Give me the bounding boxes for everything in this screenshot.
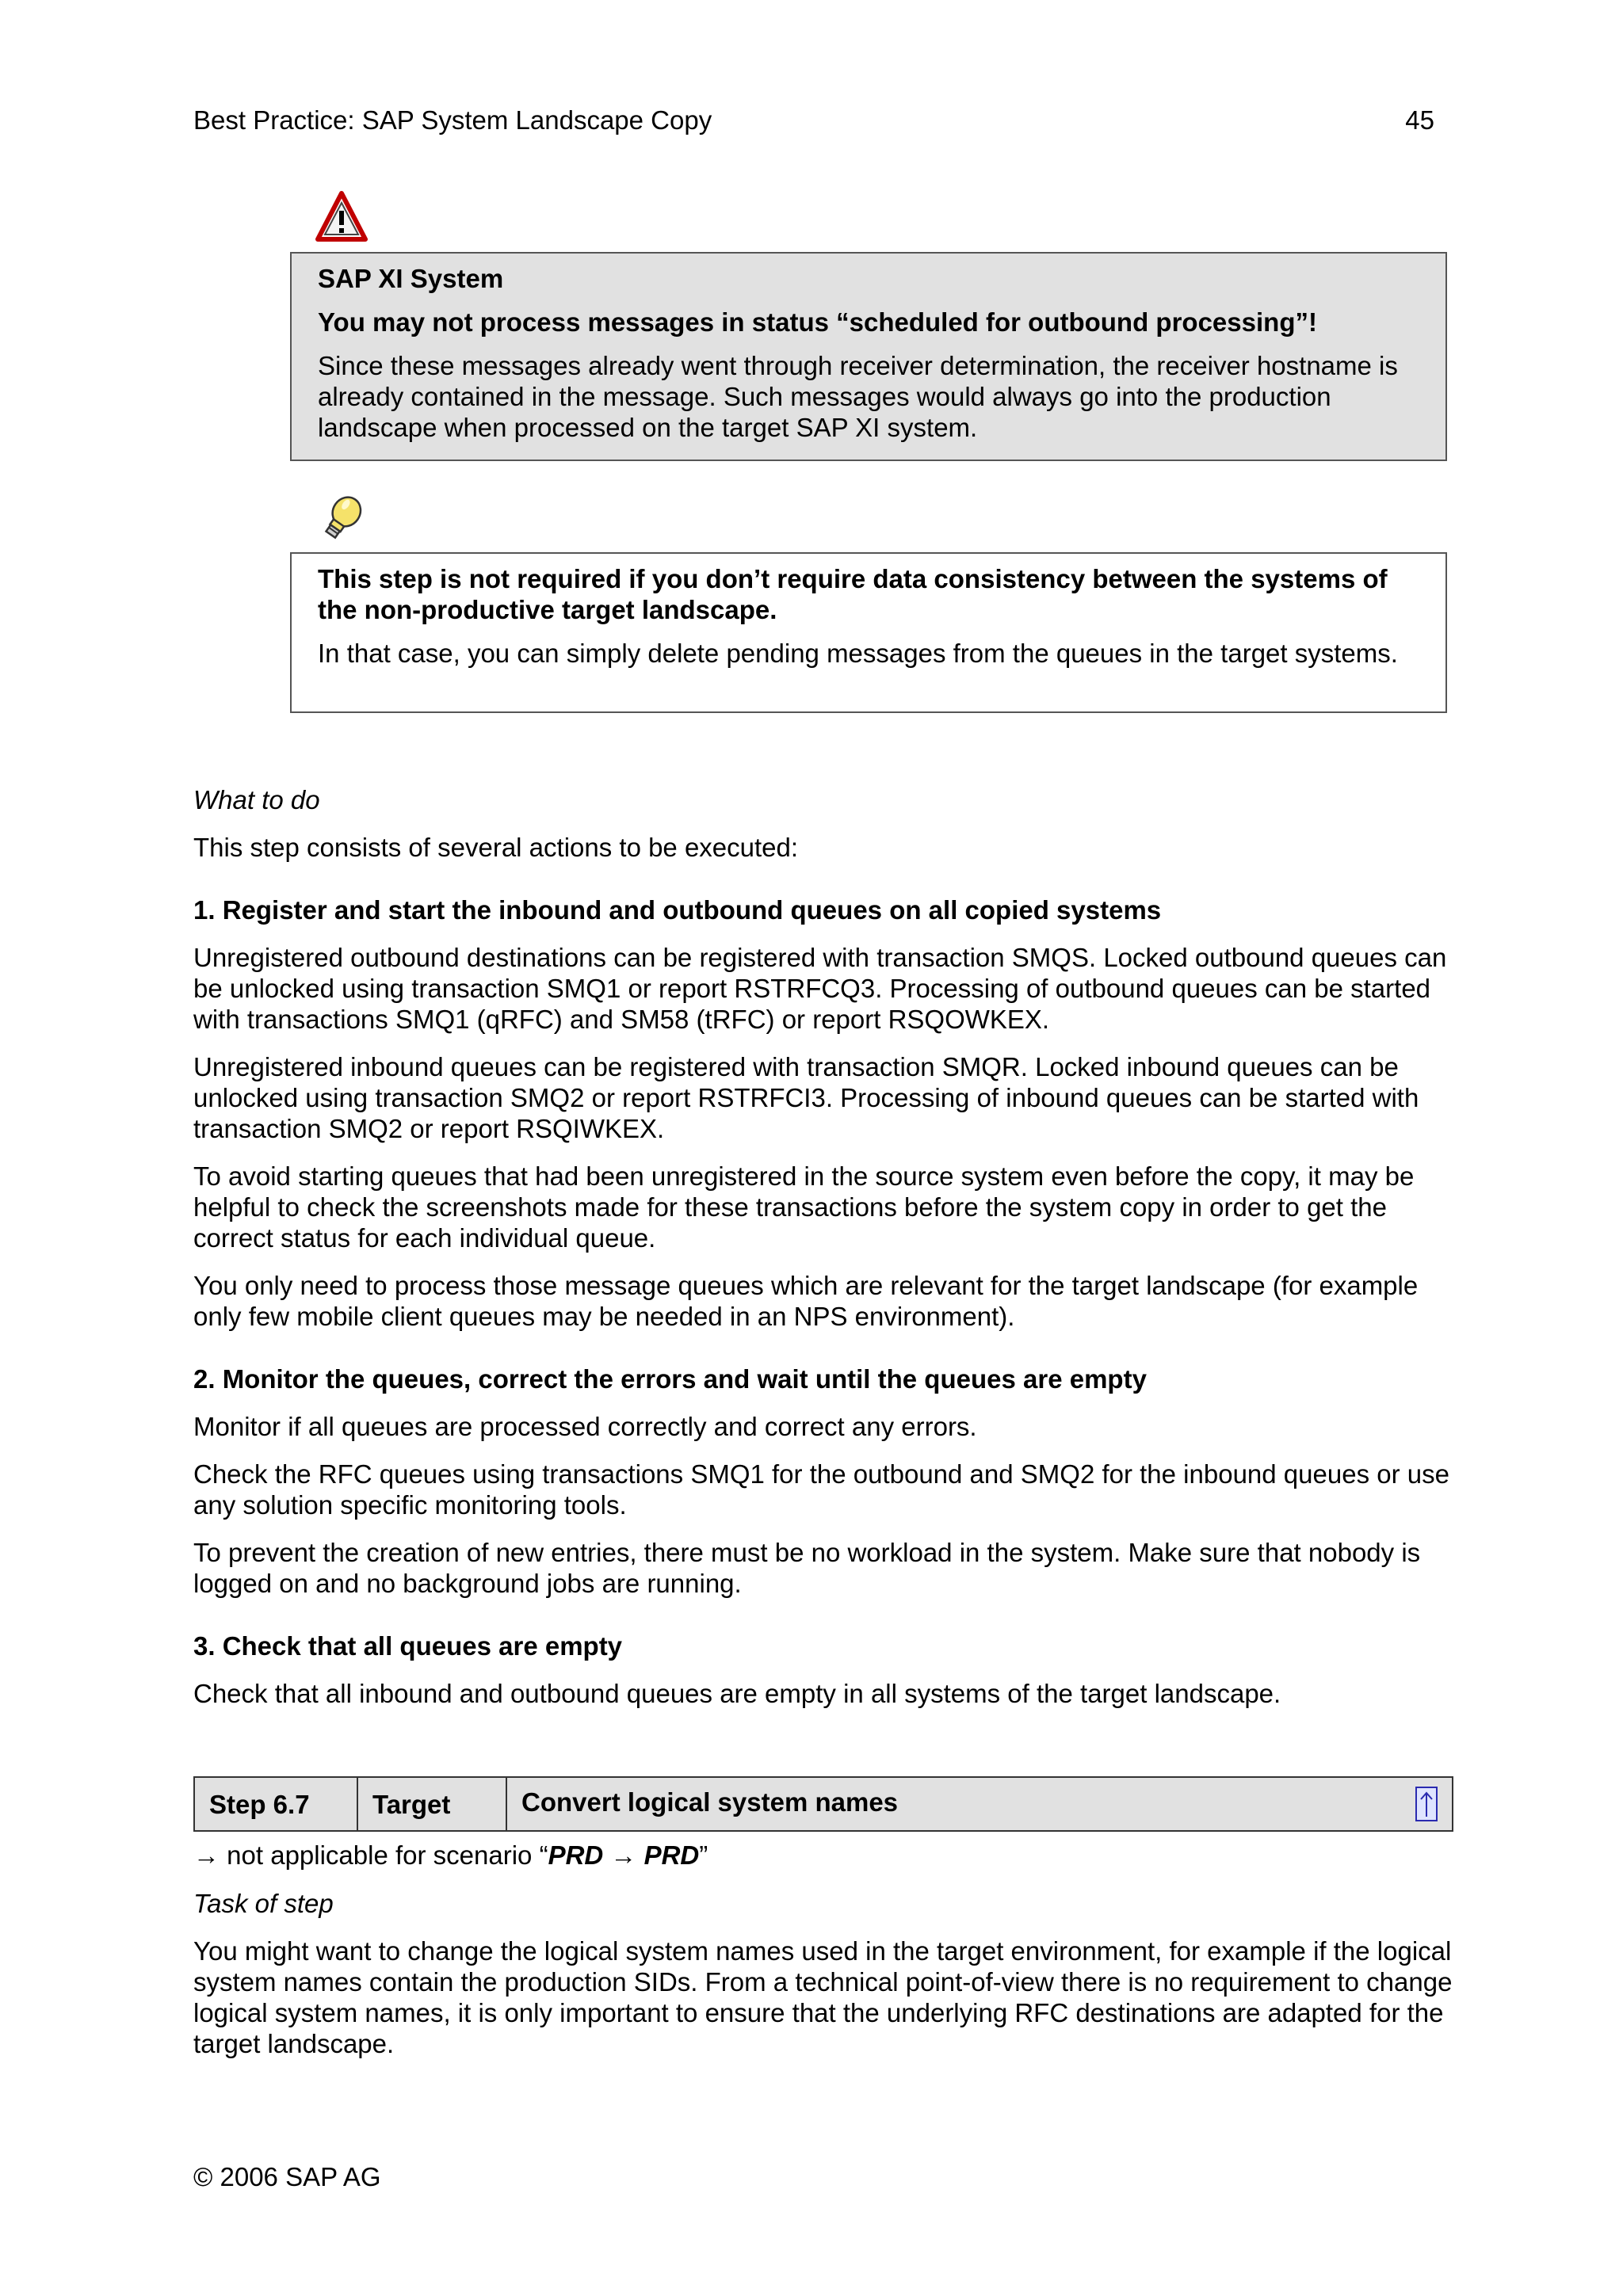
section1-title: 1. Register and start the inbound and outbound queues on all copied systems — [193, 895, 1162, 925]
tip-note-box — [290, 552, 1447, 713]
tip-text: In that case, you can simply delete pending messages from the queues in the target systems. — [318, 639, 1398, 668]
warning-text: Since these messages already went through receiver determination, the receiver hostname is already contained in the message. Such messages would always go into the production landscape when processed on the target SAP XI system. — [318, 351, 1398, 442]
section1-paragraph-3: To avoid starting queues that had been unregistered in the source system even before the copy, it may be helpful to check the screenshots made for these transactions before the system copy in order to get the correct status for each individual queue. — [193, 1161, 1415, 1253]
page-number: 45 — [1405, 105, 1434, 135]
warning-note-box — [290, 252, 1447, 461]
step-table-row — [194, 1777, 1453, 1831]
step-title-cell — [506, 1777, 1453, 1831]
warning-heading: SAP XI System — [318, 264, 504, 293]
main-content — [193, 784, 1461, 1726]
section2-paragraph-1: Monitor if all queues are processed correctly and correct any errors. — [193, 1412, 977, 1441]
not-applicable-prefix: → not applicable for scenario “ — [193, 1840, 548, 1870]
intro-text: This step consists of several actions to be executed: — [193, 833, 799, 862]
header-title: Best Practice: SAP System Landscape Copy — [193, 105, 712, 135]
task-text: You might want to change the logical system names used in the target environment, for example if the logical system names contain the production SIDs. From a technical point-of-view there is no requirement to change logical system names, it is only important to ensure that the underlying RFC destinations are adapted for the target landscape. — [193, 1936, 1453, 2058]
lightbulb-icon — [314, 491, 369, 547]
back-to-top-link[interactable] — [1415, 1787, 1438, 1821]
section2-paragraph-2: Check the RFC queues using transactions SMQ1 for the outbound and SMQ2 for the inbound queues or use any solution specific monitoring tools. — [193, 1459, 1449, 1520]
step-table — [193, 1776, 1453, 1832]
warning-subheading: You may not process messages in status “scheduled for outbound processing”! — [318, 307, 1317, 337]
not-applicable-note — [193, 1840, 1461, 1871]
step-target-cell: Target — [357, 1777, 506, 1831]
warning-triangle-icon — [315, 190, 368, 242]
arrow-up-icon — [1417, 1788, 1436, 1820]
after-table-content — [193, 1840, 1461, 2076]
page-footer — [193, 2161, 381, 2192]
tip-heading: This step is not required if you don’t require data consistency between the systems of the non-productive target landscape. — [318, 564, 1388, 624]
section3-paragraph-1: Check that all inbound and outbound queues are empty in all systems of the target landscape. — [193, 1679, 1281, 1708]
section1-paragraph-4: You only need to process those message queues which are relevant for the target landscape (for example only few mobile client queues may be needed in an NPS environment). — [193, 1271, 1419, 1331]
page-header — [193, 105, 1434, 135]
what-to-do-label: What to do — [193, 785, 320, 814]
section2-title: 2. Monitor the queues, correct the errors and wait until the queues are empty — [193, 1364, 1147, 1394]
scenario-label: PRD → PRD — [548, 1840, 700, 1870]
section2-paragraph-3: To prevent the creation of new entries, there must be no workload in the system. Make sure that nobody is logged on and no background jobs are running. — [193, 1538, 1421, 1598]
step-title: Convert logical system names — [521, 1787, 899, 1817]
not-applicable-suffix: ” — [699, 1840, 708, 1870]
copyright: © 2006 SAP AG — [193, 2162, 381, 2191]
section1-paragraph-1: Unregistered outbound destinations can be registered with transaction SMQS. Locked outbound queues can be unlocked using transaction SMQ1 or report RSTRFCQ3. Processing of outbound queues can be started with transactions SMQ1 (qRFC) and SM58 (tRFC) or report RSQOWKEX. — [193, 943, 1447, 1034]
step-number-cell: Step 6.7 — [194, 1777, 357, 1831]
section3-title: 3. Check that all queues are empty — [193, 1631, 623, 1661]
section1-paragraph-2: Unregistered inbound queues can be registered with transaction SMQR. Locked inbound queues can be unlocked using transaction SMQ2 or report RSTRFCI3. Processing of inbound queues can be started with transaction SMQ2 or report RSQIWKEX. — [193, 1052, 1419, 1143]
task-of-step-label: Task of step — [193, 1889, 334, 1918]
